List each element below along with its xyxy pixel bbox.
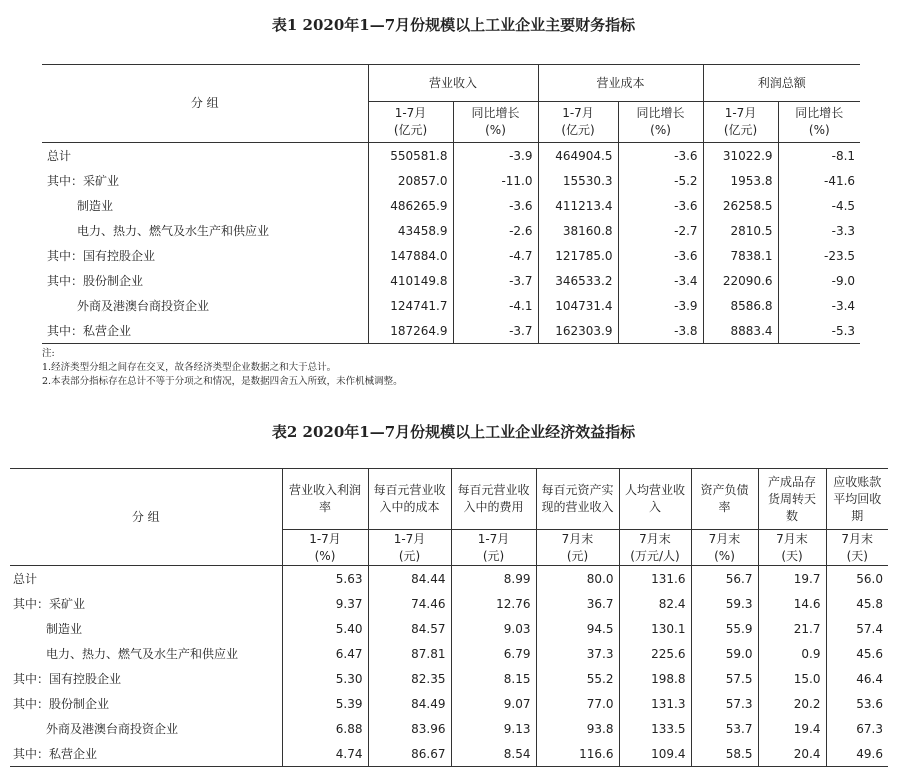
cell: 57.4 <box>826 616 888 641</box>
col-header: 资产负债率 <box>691 469 758 530</box>
cell: 225.6 <box>619 641 691 666</box>
cell: 8586.8 <box>703 293 778 318</box>
cell: 67.3 <box>826 716 888 741</box>
cell: -3.8 <box>618 318 703 344</box>
sub-header: 7月末 (天) <box>758 530 826 566</box>
sub-header: 1-7月 (亿元) <box>703 102 778 143</box>
col-group-profit: 利润总额 <box>703 65 860 102</box>
cell: 74.46 <box>368 591 451 616</box>
cell: -5.3 <box>778 318 860 344</box>
cell: -2.7 <box>618 218 703 243</box>
cell: 131.6 <box>619 566 691 592</box>
note-line: 1.经济类型分组之间存在交叉，故各经济类型企业数据之和大于总计。 <box>42 362 337 373</box>
cell: 133.5 <box>619 716 691 741</box>
cell: 124741.7 <box>368 293 453 318</box>
cell: 84.57 <box>368 616 451 641</box>
sub-header: 1-7月 (元) <box>368 530 451 566</box>
table-row <box>10 591 888 616</box>
cell: 86.67 <box>368 741 451 767</box>
cell: 21.7 <box>758 616 826 641</box>
cell: 8883.4 <box>703 318 778 344</box>
cell: 55.2 <box>536 666 619 691</box>
cell: 57.5 <box>691 666 758 691</box>
cell: 7838.1 <box>703 243 778 268</box>
cell: 8.54 <box>451 741 536 767</box>
sub-header: 7月末 (万元/人) <box>619 530 691 566</box>
cell: 5.40 <box>282 616 368 641</box>
cell: -4.1 <box>453 293 538 318</box>
cell: 80.0 <box>536 566 619 592</box>
table-row <box>42 218 860 243</box>
cell: 116.6 <box>536 741 619 767</box>
cell: -23.5 <box>778 243 860 268</box>
cell: 130.1 <box>619 616 691 641</box>
cell: 5.63 <box>282 566 368 592</box>
cell: 56.0 <box>826 566 888 592</box>
sub-header: 7月末 (天) <box>826 530 888 566</box>
cell: 59.3 <box>691 591 758 616</box>
col-header: 每百元资产实现的营业收入 <box>536 469 619 530</box>
cell: 84.44 <box>368 566 451 592</box>
table-row <box>42 293 860 318</box>
row-label: 外商及港澳台商投资企业 <box>46 722 179 736</box>
cell: 104731.4 <box>538 293 618 318</box>
row-label: 总计 <box>47 149 72 163</box>
table-row <box>42 268 860 293</box>
table-row <box>10 691 888 716</box>
table-row <box>42 193 860 218</box>
cell: 49.6 <box>826 741 888 767</box>
table-row <box>10 616 888 641</box>
row-label: 其中：股份制企业 <box>47 274 144 288</box>
group-header: 分 组 <box>42 65 368 143</box>
cell: 83.96 <box>368 716 451 741</box>
table1-title: 表1 2020年1—7月份规模以上工业企业主要财务指标 <box>271 16 636 34</box>
cell: 59.0 <box>691 641 758 666</box>
cell: 19.4 <box>758 716 826 741</box>
cell: 15530.3 <box>538 168 618 193</box>
cell: 45.6 <box>826 641 888 666</box>
sub-header: 1-7月 (亿元) <box>538 102 618 143</box>
note-line: 2.本表部分指标存在总计不等于分项之和情况，是数据四舍五入所致，未作机械调整。 <box>42 376 403 387</box>
row-label: 外商及港澳台商投资企业 <box>77 299 210 313</box>
table-row <box>10 741 888 767</box>
cell: -11.0 <box>453 168 538 193</box>
row-label: 其中：采矿业 <box>13 597 86 611</box>
sub-header: 1-7月 (%) <box>282 530 368 566</box>
cell: 5.30 <box>282 666 368 691</box>
cell: 4.74 <box>282 741 368 767</box>
cell: 131.3 <box>619 691 691 716</box>
cell: 346533.2 <box>538 268 618 293</box>
cell: -3.6 <box>453 193 538 218</box>
table2-title: 表2 2020年1—7月份规模以上工业企业经济效益指标 <box>271 423 636 441</box>
sub-header: 1-7月 (元) <box>451 530 536 566</box>
cell: -3.4 <box>778 293 860 318</box>
cell: 187264.9 <box>368 318 453 344</box>
table-row <box>10 666 888 691</box>
cell: -4.7 <box>453 243 538 268</box>
table-row <box>42 143 860 169</box>
sub-header: 同比增长 (%) <box>778 102 860 143</box>
row-label: 其中：私营企业 <box>47 324 132 338</box>
row-label: 其中：股份制企业 <box>13 697 110 711</box>
financial-indicators-table <box>42 64 860 344</box>
col-header: 应收账款平均回收期 <box>826 469 888 530</box>
cell: -9.0 <box>778 268 860 293</box>
cell: -3.9 <box>618 293 703 318</box>
sub-header: 同比增长 (%) <box>618 102 703 143</box>
col-group-revenue: 营业收入 <box>368 65 538 102</box>
cell: -3.6 <box>618 143 703 169</box>
row-label: 电力、热力、燃气及水生产和供应业 <box>77 224 270 238</box>
col-header: 人均营业收入 <box>619 469 691 530</box>
cell: 411213.4 <box>538 193 618 218</box>
cell: 14.6 <box>758 591 826 616</box>
cell: 37.3 <box>536 641 619 666</box>
row-label: 电力、热力、燃气及水生产和供应业 <box>46 647 239 661</box>
cell: 0.9 <box>758 641 826 666</box>
cell: -3.9 <box>453 143 538 169</box>
cell: 38160.8 <box>538 218 618 243</box>
cell: 22090.6 <box>703 268 778 293</box>
cell: 94.5 <box>536 616 619 641</box>
cell: 147884.0 <box>368 243 453 268</box>
cell: 5.39 <box>282 691 368 716</box>
cell: -3.6 <box>618 243 703 268</box>
cell: -5.2 <box>618 168 703 193</box>
cell: 20.4 <box>758 741 826 767</box>
col-group-cost: 营业成本 <box>538 65 703 102</box>
cell: 486265.9 <box>368 193 453 218</box>
cell: -41.6 <box>778 168 860 193</box>
cell: 198.8 <box>619 666 691 691</box>
row-label: 制造业 <box>77 199 114 213</box>
cell: 57.3 <box>691 691 758 716</box>
cell: 9.37 <box>282 591 368 616</box>
cell: 8.15 <box>451 666 536 691</box>
cell: 53.6 <box>826 691 888 716</box>
row-label: 其中：私营企业 <box>13 747 98 761</box>
cell: -3.7 <box>453 318 538 344</box>
cell: 162303.9 <box>538 318 618 344</box>
cell: 550581.8 <box>368 143 453 169</box>
cell: 56.7 <box>691 566 758 592</box>
efficiency-indicators-table <box>10 468 888 767</box>
table-row <box>10 716 888 741</box>
cell: 84.49 <box>368 691 451 716</box>
cell: 20857.0 <box>368 168 453 193</box>
table-row <box>42 318 860 344</box>
cell: -3.4 <box>618 268 703 293</box>
cell: -3.7 <box>453 268 538 293</box>
col-header: 每百元营业收入中的费用 <box>451 469 536 530</box>
cell: -4.5 <box>778 193 860 218</box>
sub-header: 7月末 (%) <box>691 530 758 566</box>
cell: 93.8 <box>536 716 619 741</box>
cell: 9.07 <box>451 691 536 716</box>
col-header: 每百元营业收入中的成本 <box>368 469 451 530</box>
cell: 12.76 <box>451 591 536 616</box>
cell: -3.6 <box>618 193 703 218</box>
sub-header: 同比增长 (%) <box>453 102 538 143</box>
col-header: 营业收入利润率 <box>282 469 368 530</box>
cell: 82.4 <box>619 591 691 616</box>
cell: 31022.9 <box>703 143 778 169</box>
cell: 46.4 <box>826 666 888 691</box>
cell: 6.47 <box>282 641 368 666</box>
cell: 6.88 <box>282 716 368 741</box>
cell: 45.8 <box>826 591 888 616</box>
table-row <box>42 168 860 193</box>
cell: 53.7 <box>691 716 758 741</box>
cell: 43458.9 <box>368 218 453 243</box>
sub-header: 7月末 (元) <box>536 530 619 566</box>
cell: 15.0 <box>758 666 826 691</box>
row-label: 其中：采矿业 <box>47 174 120 188</box>
cell: 9.13 <box>451 716 536 741</box>
table-row <box>42 243 860 268</box>
col-header: 产成品存货周转天数 <box>758 469 826 530</box>
cell: 19.7 <box>758 566 826 592</box>
cell: 8.99 <box>451 566 536 592</box>
cell: 87.81 <box>368 641 451 666</box>
cell: 82.35 <box>368 666 451 691</box>
row-label: 制造业 <box>46 622 83 636</box>
cell: 26258.5 <box>703 193 778 218</box>
row-label: 其中：国有控股企业 <box>47 249 156 263</box>
note-heading: 注: <box>42 348 55 359</box>
cell: 9.03 <box>451 616 536 641</box>
cell: 2810.5 <box>703 218 778 243</box>
table1-notes <box>42 347 403 389</box>
cell: -3.3 <box>778 218 860 243</box>
cell: 410149.8 <box>368 268 453 293</box>
cell: 55.9 <box>691 616 758 641</box>
cell: 109.4 <box>619 741 691 767</box>
cell: 464904.5 <box>538 143 618 169</box>
cell: 36.7 <box>536 591 619 616</box>
table-row <box>10 641 888 666</box>
cell: -2.6 <box>453 218 538 243</box>
cell: 77.0 <box>536 691 619 716</box>
cell: 20.2 <box>758 691 826 716</box>
row-label: 总计 <box>13 572 38 586</box>
sub-header: 1-7月 (亿元) <box>368 102 453 143</box>
group-header: 分 组 <box>10 469 282 566</box>
row-label: 其中：国有控股企业 <box>13 672 122 686</box>
cell: 121785.0 <box>538 243 618 268</box>
cell: -8.1 <box>778 143 860 169</box>
table-row <box>10 566 888 592</box>
cell: 6.79 <box>451 641 536 666</box>
cell: 58.5 <box>691 741 758 767</box>
cell: 1953.8 <box>703 168 778 193</box>
